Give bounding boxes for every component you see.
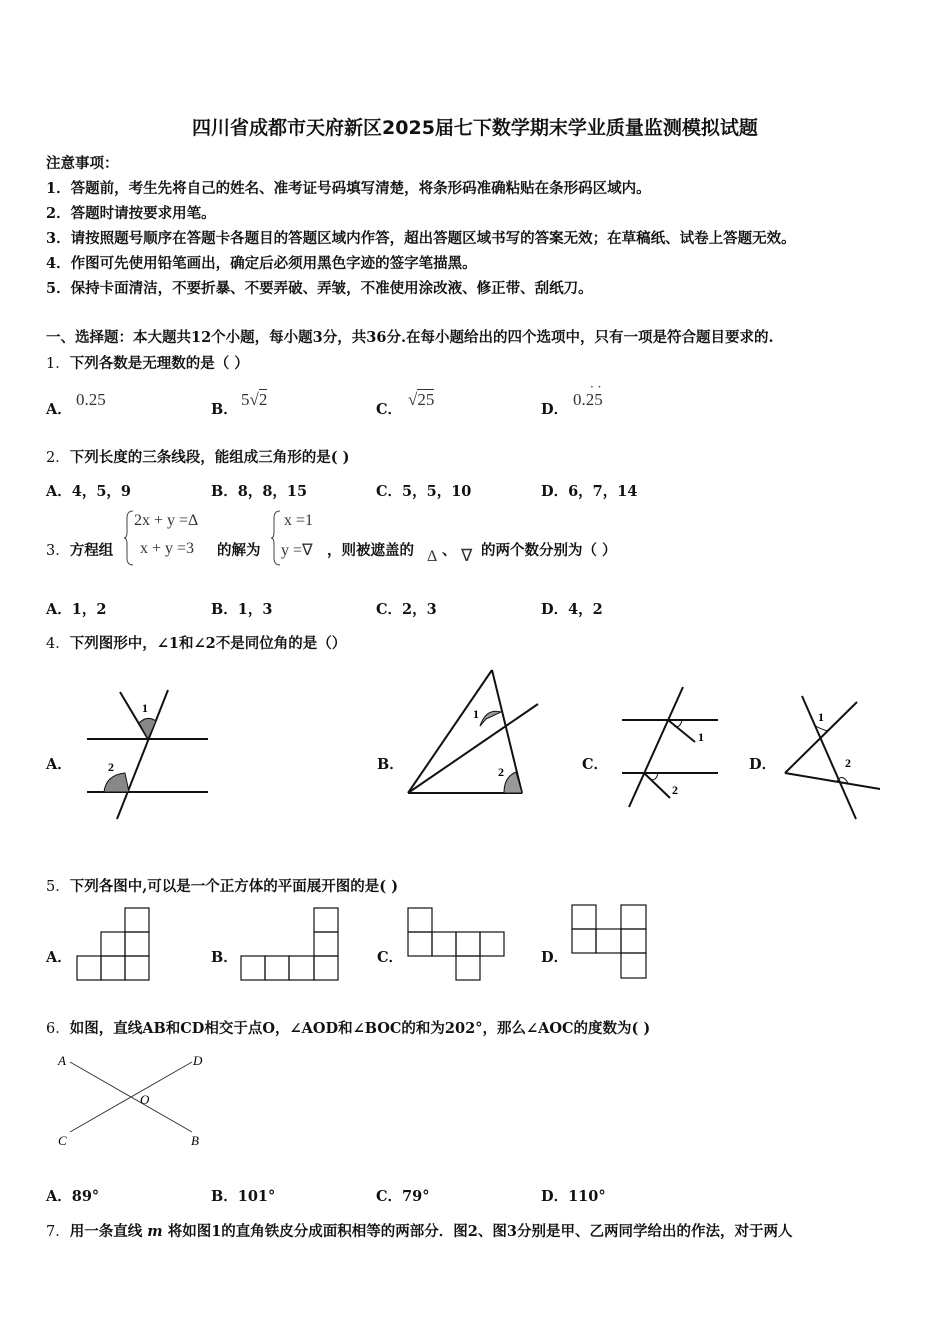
angle-2-label: 2	[845, 756, 851, 770]
question-stem: ，则被遮盖的	[327, 542, 414, 559]
equation-2: x + y =3	[140, 540, 195, 557]
figure-4d	[780, 693, 885, 823]
option-label: D．	[749, 756, 777, 773]
question-stem: 用一条直线	[69, 1223, 143, 1240]
option-label: C．	[377, 949, 404, 966]
question-number: 4．	[46, 636, 70, 652]
option-label: B．	[211, 401, 238, 418]
net-b	[240, 907, 340, 981]
radicand: 25	[417, 390, 435, 409]
question-number: 7．	[46, 1224, 70, 1240]
radical-sign: √	[408, 390, 418, 409]
question-stem: 将如图1的直角铁皮分成面积相等的两部分．图2、图3分别是甲、乙两同学给出的作法，对于两人	[167, 1223, 793, 1240]
angle-1-label: 1	[818, 710, 824, 724]
option-label: A．	[46, 949, 72, 966]
question-4	[46, 632, 346, 653]
notice-item: 2．答题时请按要求用笔。	[46, 205, 216, 222]
option-a-value: 0.25	[76, 390, 106, 409]
repeating-dots: · ·	[590, 380, 602, 394]
figure-4b	[400, 664, 545, 800]
question-number: 1．	[46, 356, 70, 372]
option-label: A．	[46, 401, 72, 418]
angle-1-label: 1	[698, 730, 704, 744]
option-label: B．	[211, 949, 238, 966]
question-stem: 下列各数是无理数的是（ ）	[69, 355, 249, 372]
solution-2: y =∇	[281, 542, 313, 559]
figure-6	[55, 1050, 210, 1150]
coefficient: 5	[241, 390, 250, 409]
point-o-label: O	[140, 1092, 150, 1107]
angle-2-label: 2	[498, 765, 504, 779]
question-stem: 的两个数分别为（ ）	[481, 542, 617, 559]
radicand: 2	[258, 390, 268, 409]
radical-sign: √	[249, 390, 259, 409]
solution-brace	[271, 510, 281, 566]
notice-item: 5．保持卡面清洁，不要折暴、不要弄破、弄皱，不准使用涂改液、修正带、刮纸刀。	[46, 280, 593, 297]
option-a: A．89°	[46, 1188, 100, 1205]
option-d: D．110°	[541, 1188, 606, 1205]
question-5	[46, 875, 398, 896]
notice-item: 3．请按照题号顺序在答题卡各题目的答题区域内作答，超出答题区域书写的答案无效；在草稿纸、试卷上答题无效。	[46, 230, 796, 247]
option-d-value: 0.25	[573, 390, 603, 409]
question-2	[46, 446, 350, 467]
option-b-value	[241, 390, 267, 410]
question-number: 5．	[46, 879, 70, 895]
option-b: B．8，8，15	[211, 483, 308, 500]
option-c: C．79°	[376, 1188, 430, 1205]
question-stem: 下列图形中，∠1和∠2不是同位角的是（）	[69, 635, 347, 652]
option-label: C．	[582, 756, 609, 773]
option-b: B．101°	[211, 1188, 276, 1205]
option-label: D．	[541, 401, 569, 418]
net-a	[76, 907, 152, 981]
nabla-symbol: ∇	[461, 546, 473, 565]
notice-item: 4．作图可先使用铅笔画出，确定后必须用黑色字迹的签字笔描黑。	[46, 255, 477, 272]
option-label: A．	[46, 756, 72, 773]
notice-heading: 注意事项：	[46, 155, 119, 172]
question-number: 6．	[46, 1021, 70, 1037]
question-number: 2．	[46, 450, 70, 466]
option-c-value	[408, 390, 434, 410]
option-d: D．4，2	[541, 601, 603, 618]
option-a: A．1，2	[46, 601, 107, 618]
notice-item: 1．答题前，考生先将自己的姓名、准考证号码填写清楚，将条形码准确粘贴在条形码区域内。	[46, 180, 651, 197]
question-1	[46, 352, 249, 373]
option-d: D．6，7，14	[541, 483, 638, 500]
option-c: C．2，3	[376, 601, 437, 618]
angle-2-label: 2	[108, 760, 114, 774]
page-title: 四川省成都市天府新区2025届七下数学期末学业质量监测模拟试题	[192, 117, 758, 139]
system-brace	[124, 510, 134, 566]
question-stem: 如图，直线AB和CD相交于点O，∠AOD和∠BOC的和为202°，那么∠AOC的度数为( )	[69, 1020, 651, 1037]
option-a: A．4，5，9	[46, 483, 132, 500]
figure-4c	[618, 684, 723, 809]
point-a-label: A	[58, 1053, 66, 1068]
option-label: D．	[541, 949, 569, 966]
angle-1-label: 1	[142, 701, 148, 715]
angle-2-label: 2	[672, 783, 678, 797]
option-label: C．	[376, 401, 403, 418]
point-c-label: C	[58, 1133, 67, 1148]
section-heading: 一、选择题：本大题共12个小题，每小题3分，共36分.在每小题给出的四个选项中，只有一项是符合题目要求的.	[46, 329, 774, 346]
question-6	[46, 1017, 650, 1038]
net-c	[407, 907, 507, 981]
option-b: B．1，3	[211, 601, 273, 618]
question-number: 3．	[46, 543, 70, 559]
angle-1-label: 1	[473, 707, 479, 721]
point-b-label: B	[191, 1133, 199, 1148]
question-7	[46, 1220, 792, 1241]
separator: 、	[442, 542, 457, 559]
figure-4a	[80, 685, 215, 825]
equation-1: 2x + y =Δ	[134, 512, 199, 529]
delta-symbol: Δ	[427, 548, 438, 565]
question-stem: 下列长度的三条线段，能组成三角形的是( )	[69, 449, 350, 466]
point-d-label: D	[193, 1053, 203, 1068]
net-d	[571, 904, 649, 980]
question-3-lead	[46, 539, 113, 560]
question-stem: 下列各图中,可以是一个正方体的平面展开图的是( )	[69, 878, 399, 895]
option-c: C．5，5，10	[376, 483, 472, 500]
line-m: m	[147, 1223, 163, 1240]
question-stem: 的解为	[217, 542, 261, 559]
question-stem: 方程组	[69, 542, 114, 559]
option-label: B．	[377, 756, 404, 773]
solution-1: x =1	[284, 512, 314, 529]
